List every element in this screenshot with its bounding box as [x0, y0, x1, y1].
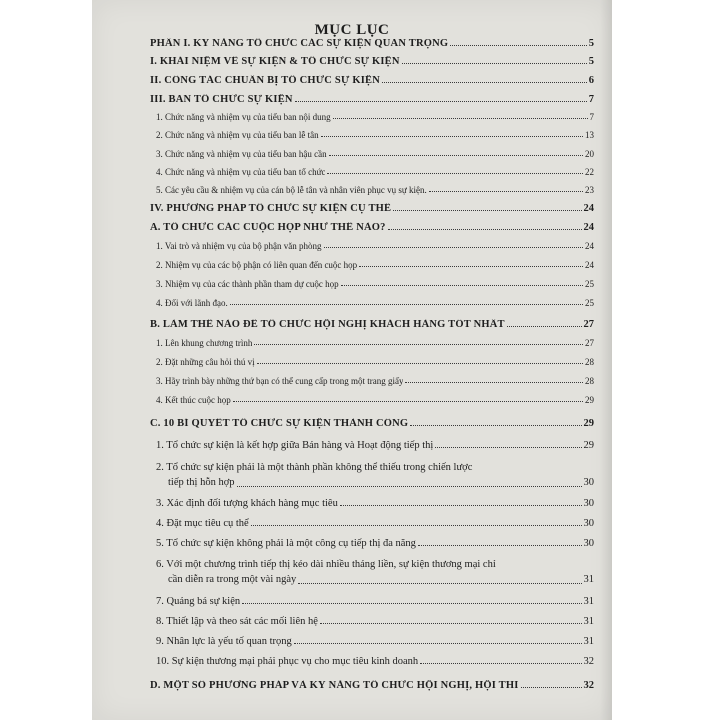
leader-dots — [388, 228, 582, 230]
leader-dots — [251, 524, 582, 526]
leader-dots — [393, 209, 581, 211]
toc-label-continued: cần diễn ra trong một vài ngày — [168, 574, 297, 585]
toc-label: 3. Nhiệm vụ của các thành phần tham dự cuộc họp — [156, 279, 339, 289]
leader-dots — [333, 117, 588, 119]
leader-dots — [410, 424, 581, 426]
leader-dots — [295, 100, 587, 102]
toc-page: 29 — [583, 418, 594, 429]
toc-label: 6. Với một chương trình tiếp thị kéo dài nhiều tháng liền, sự kiện thương mại chỉ — [156, 559, 496, 570]
toc-page: 23 — [585, 185, 594, 195]
leader-dots — [405, 381, 583, 383]
toc-entry — [156, 616, 594, 627]
toc-entry — [156, 167, 594, 177]
leader-dots — [402, 62, 587, 64]
toc-entry — [150, 75, 594, 86]
toc-label: 5. Tổ chức sự kiện không phải là một công cụ tiếp thị đa năng — [156, 538, 416, 549]
toc-entry — [156, 395, 594, 405]
toc-entry — [156, 518, 594, 529]
toc-page: 7 — [588, 94, 594, 105]
leader-dots — [435, 446, 581, 448]
leader-dots — [327, 172, 583, 174]
toc-entry — [150, 680, 594, 691]
toc-label: 5. Các yêu cầu & nhiệm vụ của cán bộ lễ tân và nhân viên phục vụ sự kiện. — [156, 185, 427, 195]
book-page — [92, 0, 612, 720]
toc-page: 32 — [583, 680, 594, 691]
leader-dots — [233, 400, 583, 402]
leader-dots — [320, 622, 582, 624]
toc-page: 29 — [583, 440, 594, 451]
toc-page: 31 — [583, 574, 594, 585]
leader-dots — [237, 485, 582, 487]
toc-entry — [156, 498, 594, 509]
toc-entry — [156, 149, 594, 159]
leader-dots — [321, 135, 583, 137]
leader-dots — [382, 81, 587, 83]
leader-dots — [329, 154, 583, 156]
toc-label: B. LÀM THẾ NÀO ĐỂ TỔ CHỨC HỘI NGHỊ KHÁCH HÀNG TỐT NHẤT — [150, 319, 505, 330]
leader-dots — [359, 265, 583, 267]
toc-label-continued: tiếp thị hỗn hợp — [168, 477, 235, 488]
toc-page: 31 — [583, 596, 594, 607]
toc-page: 20 — [585, 149, 594, 159]
toc-entry — [156, 636, 594, 647]
toc-page: 30 — [583, 538, 594, 549]
toc-label: 1. Vai trò và nhiệm vụ của bộ phận văn phòng — [156, 241, 322, 251]
toc-entry — [156, 279, 594, 289]
leader-dots — [418, 544, 582, 546]
toc-label: 9. Nhân lực là yếu tố quan trọng — [156, 636, 292, 647]
leader-dots — [340, 504, 582, 506]
leader-dots — [429, 190, 583, 192]
leader-dots — [230, 303, 583, 305]
toc-label: 7. Quảng bá sự kiện — [156, 596, 241, 607]
toc-label: 3. Xác định đối tượng khách hàng mục tiêu — [156, 498, 338, 509]
toc-page: 24 — [585, 260, 594, 270]
leader-dots — [450, 44, 586, 46]
toc-entry — [156, 440, 594, 451]
leader-dots — [324, 246, 583, 248]
toc-label: 2. Nhiệm vụ của các bộ phận có liên quan đến cuộc họp — [156, 260, 358, 270]
toc-entry — [156, 357, 594, 367]
leader-dots — [420, 662, 581, 664]
toc-entry — [156, 656, 594, 667]
toc-entry — [150, 38, 594, 49]
toc-label: 1. Tổ chức sự kiện là kết hợp giữa Bán hàng và Hoạt động tiếp thị — [156, 440, 434, 451]
toc-label: II. CÔNG TÁC CHUẨN BỊ TỔ CHỨC SỰ KIỆN — [150, 75, 380, 86]
toc-entry — [156, 596, 594, 607]
toc-entry — [150, 94, 594, 105]
toc-page: 27 — [585, 338, 594, 348]
toc-page: 30 — [583, 498, 594, 509]
toc-entry — [150, 222, 594, 233]
toc-page: 30 — [583, 518, 594, 529]
toc-label: 3. Chức năng và nhiệm vụ của tiểu ban hậu cần — [156, 149, 327, 159]
toc-entry — [156, 241, 594, 251]
toc-entry — [156, 376, 594, 386]
toc-entry — [156, 260, 594, 270]
leader-dots — [507, 325, 582, 327]
leader-dots — [257, 362, 583, 364]
toc-page: 28 — [585, 357, 594, 367]
toc-entry — [156, 185, 594, 195]
leader-dots — [254, 343, 583, 345]
toc-label: III. BAN TỔ CHỨC SỰ KIỆN — [150, 94, 293, 105]
toc-page: 25 — [585, 279, 594, 289]
toc-page: 32 — [583, 656, 594, 667]
toc-label: 4. Đối với lãnh đạo. — [156, 298, 228, 308]
toc-entry — [156, 460, 594, 490]
toc-entry — [156, 557, 594, 587]
toc-entry — [156, 298, 594, 308]
toc-page: 7 — [589, 112, 594, 122]
toc-label: PHẦN I. KỸ NĂNG TỔ CHỨC CÁC SỰ KIỆN QUAN TRỌNG — [150, 38, 449, 49]
toc-page: 13 — [585, 130, 594, 140]
toc-page: 27 — [583, 319, 594, 330]
page-edge-shadow — [600, 0, 612, 720]
toc-label: 10. Sự kiện thương mại phải phục vụ cho mục tiêu kinh doanh — [156, 656, 419, 667]
toc-label: 3. Hãy trình bày những thứ bạn có thể cung cấp trong một trang giấy — [156, 376, 404, 386]
toc-page: 22 — [585, 167, 594, 177]
toc-page: 31 — [583, 636, 594, 647]
toc-entry — [156, 338, 594, 348]
toc-label: A. TỔ CHỨC CÁC CUỘC HỌP NHƯ THẾ NÀO? — [150, 222, 386, 233]
toc-page: 5 — [588, 38, 594, 49]
toc-page: 25 — [585, 298, 594, 308]
toc-label: IV. PHƯƠNG PHÁP TỔ CHỨC SỰ KIỆN CỤ THỂ — [150, 203, 392, 214]
toc-label: 4. Chức năng và nhiệm vụ của tiểu ban tổ chức — [156, 167, 326, 177]
toc-entry — [150, 203, 594, 214]
toc-page: 24 — [583, 222, 594, 233]
toc-page: 24 — [585, 241, 594, 251]
toc-page: 5 — [588, 56, 594, 67]
toc-entry — [156, 538, 594, 549]
toc-page: 6 — [588, 75, 594, 86]
toc-page: 29 — [585, 395, 594, 405]
toc-entry — [150, 56, 594, 67]
toc-label: D. MỘT SỐ PHƯƠNG PHÁP VÀ KỸ NĂNG TỔ CHỨC HỘI NGHỊ, HỘI THI — [150, 680, 519, 691]
toc-entry — [150, 418, 594, 429]
toc-entry — [156, 112, 594, 122]
leader-dots — [298, 582, 581, 584]
toc-label: 1. Chức năng và nhiệm vụ của tiểu ban nội dung — [156, 112, 331, 122]
toc-label: 8. Thiết lập và theo sát các mối liên hệ — [156, 616, 318, 627]
leader-dots — [294, 642, 582, 644]
toc-page: 24 — [583, 203, 594, 214]
toc-label: 2. Đặt những câu hỏi thú vị — [156, 357, 255, 367]
toc-page: 28 — [585, 376, 594, 386]
toc-label: 4. Kết thúc cuộc họp — [156, 395, 231, 405]
leader-dots — [341, 284, 583, 286]
toc-label: 1. Lên khung chương trình — [156, 338, 253, 348]
toc-label: 2. Chức năng và nhiệm vụ của tiểu ban lễ tân — [156, 130, 319, 140]
toc-page: 30 — [583, 477, 594, 488]
toc-page: 31 — [583, 616, 594, 627]
toc-entry — [150, 319, 594, 330]
leader-dots — [521, 686, 582, 688]
toc-entry — [156, 130, 594, 140]
toc-label: 4. Đặt mục tiêu cụ thể — [156, 518, 249, 529]
leader-dots — [242, 602, 581, 604]
page-title: MỤC LỤC — [314, 22, 390, 38]
toc-label: 2. Tổ chức sự kiện phải là một thành phần không thể thiếu trong chiến lược — [156, 462, 473, 473]
toc-label: C. 10 BÍ QUYẾT TỔ CHỨC SỰ KIỆN THÀNH CÔNG — [150, 418, 409, 429]
toc-label: I. KHÁI NIỆM VỀ SỰ KIỆN & TỔ CHỨC SỰ KIỆN — [150, 56, 400, 67]
